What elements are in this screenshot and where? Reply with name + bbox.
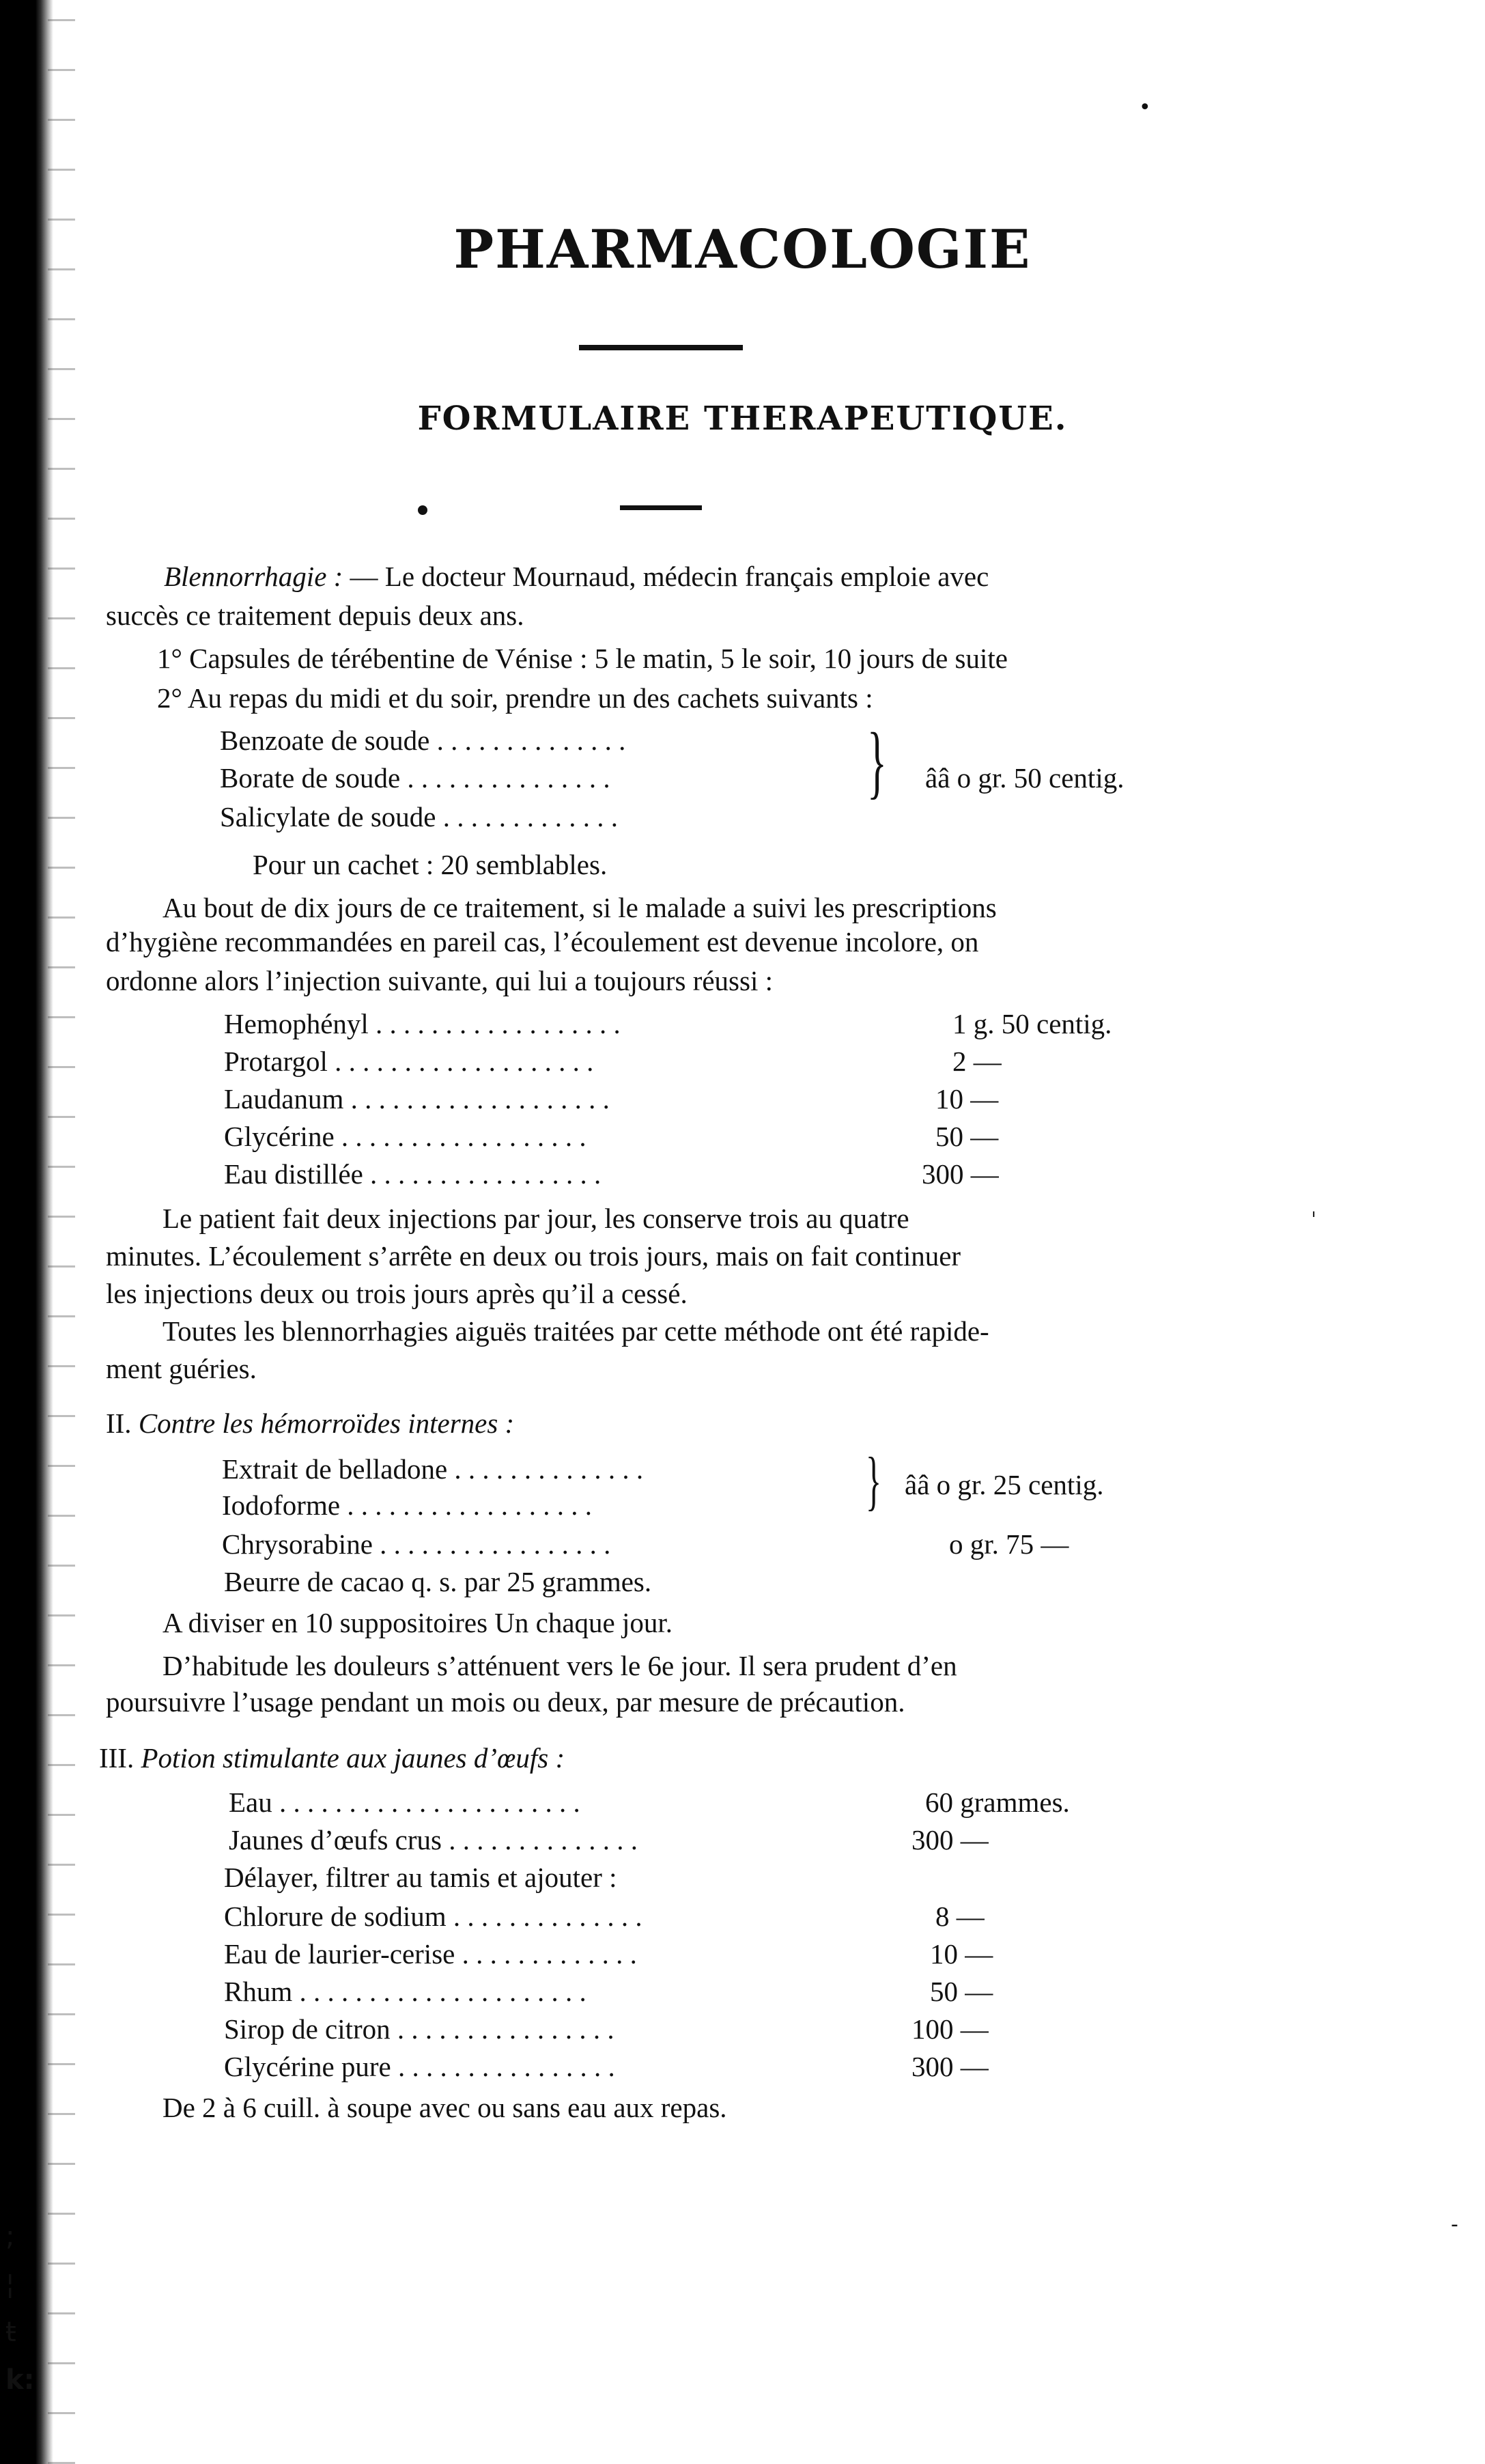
- delayer-line: Délayer, filtrer au tamis et ajouter :: [224, 1862, 617, 1893]
- potion-item: Eau . . . . . . . . . . . . . . . . . . . . . .: [229, 1787, 580, 1818]
- ornament-dot: [418, 505, 427, 515]
- title-rule: [579, 345, 743, 350]
- potion-qty: 300 —: [911, 1824, 989, 1856]
- potion-qty: 8 —: [935, 1901, 985, 1932]
- potion-item: Jaunes d’œufs crus . . . . . . . . . . . . . .: [229, 1824, 638, 1856]
- injection-qty: 1 g. 50 centig.: [952, 1008, 1112, 1039]
- injection-qty: 300 —: [922, 1158, 999, 1190]
- para2-line3: ordonne alors l’injection suivante, qui lui a toujours réussi :: [106, 965, 773, 996]
- page-title: PHARMACOLOGIE: [453, 219, 1032, 281]
- section1-line1: [164, 560, 989, 593]
- subtitle-rule: [620, 505, 702, 510]
- section2-para-line1: D’habitude les douleurs s’atténuent vers le 6e jour. Il sera prudent d’en: [162, 1650, 957, 1681]
- chrysorabine-item: Chrysorabine . . . . . . . . . . . . . . . . .: [222, 1528, 611, 1560]
- para2-line1: Au bout de dix jours de ce traitement, si le malade a suivi les prescriptions: [162, 892, 997, 923]
- section2-heading: Contre les hémorroïdes internes :: [138, 1408, 515, 1439]
- section2-number: II.: [106, 1408, 132, 1439]
- cachet-item: Borate de soude . . . . . . . . . . . . . . .: [220, 762, 610, 794]
- injection-qty: 2 —: [952, 1046, 1002, 1077]
- section1-line2: succès ce traitement depuis deux ans.: [106, 600, 524, 631]
- para4-line2: ment guéries.: [106, 1353, 257, 1384]
- potion-qty: 100 —: [911, 2013, 989, 2045]
- step-2: 2° Au repas du midi et du soir, prendre un des cachets suivants :: [157, 682, 873, 714]
- margin-marks: ; ¦ ŧ k:: [5, 2221, 35, 2396]
- injection-item: Laudanum . . . . . . . . . . . . . . . . . . .: [224, 1083, 610, 1115]
- para2-line2: d’hygiène recommandées en pareil cas, l’écoulement est devenue incolore, on: [106, 926, 979, 957]
- potion-item: Chlorure de sodium . . . . . . . . . . . . . .: [224, 1901, 642, 1932]
- para3-line1: Le patient fait deux injections par jour, les conserve trois au quatre: [162, 1203, 909, 1234]
- hemorroides-item: Iodoforme . . . . . . . . . . . . . . . . . .: [222, 1489, 593, 1521]
- para3-line3: les injections deux ou trois jours après qu’il a cessé.: [106, 1278, 688, 1309]
- cachet-item: Salicylate de soude . . . . . . . . . . . . .: [220, 801, 619, 832]
- injection-item: Glycérine . . . . . . . . . . . . . . . . . .: [224, 1121, 586, 1152]
- section1-intro: — Le docteur Mournaud, médecin français emploie avec: [343, 561, 989, 592]
- stray-mark: -: [1451, 2213, 1458, 2237]
- chrysorabine-qty: o gr. 75 —: [949, 1528, 1069, 1560]
- potion-item: Rhum . . . . . . . . . . . . . . . . . . . . .: [224, 1976, 586, 2007]
- hemorroides-item: Extrait de belladone . . . . . . . . . . . . . .: [222, 1453, 644, 1485]
- potion-qty: 60 grammes.: [925, 1787, 1070, 1818]
- stray-mark: ˈ: [1311, 1209, 1317, 1233]
- cachet-dose: ââ o gr. 50 centig.: [925, 762, 1125, 794]
- hemorroides-dose: ââ o gr. 25 centig.: [905, 1469, 1104, 1500]
- potion-qty: 10 —: [930, 1938, 993, 1970]
- injection-item: Hemophényl . . . . . . . . . . . . . . . . . .: [224, 1008, 621, 1039]
- section2-para-line2: poursuivre l’usage pendant un mois ou deux, par mesure de précaution.: [106, 1686, 905, 1718]
- spine-noise: [48, 0, 75, 2464]
- cachet-item: Benzoate de soude . . . . . . . . . . . . . .: [220, 725, 626, 756]
- section3-heading-line: [99, 1741, 565, 1774]
- brace: }: [866, 1444, 882, 1517]
- section1-heading: Blennorrhagie :: [164, 561, 343, 592]
- diviser-line: A diviser en 10 suppositoires Un chaque jour.: [162, 1607, 673, 1638]
- cachet-note: Pour un cachet : 20 semblables.: [253, 849, 608, 880]
- brace: }: [867, 716, 887, 807]
- para3-line2: minutes. L’écoulement s’arrête en deux ou trois jours, mais on fait continuer: [106, 1240, 961, 1272]
- potion-qty: 50 —: [930, 1976, 993, 2007]
- step-1: 1° Capsules de térébentine de Vénise : 5 le matin, 5 le soir, 10 jours de suite: [157, 643, 1008, 674]
- stray-mark: •: [1139, 96, 1151, 120]
- potion-item: Eau de laurier-cerise . . . . . . . . . . . . .: [224, 1938, 637, 1970]
- book-spine-shadow: [0, 0, 53, 2464]
- section2-heading-line: [106, 1407, 514, 1440]
- section3-heading: Potion stimulante aux jaunes d’œufs :: [141, 1742, 565, 1774]
- injection-item: Eau distillée . . . . . . . . . . . . . . . . .: [224, 1158, 602, 1190]
- potion-qty: 300 —: [911, 2051, 989, 2082]
- injection-qty: 50 —: [935, 1121, 999, 1152]
- beurre-line: Beurre de cacao q. s. par 25 grammes.: [224, 1566, 652, 1597]
- section3-number: III.: [99, 1742, 135, 1774]
- para4-line1: Toutes les blennorrhagies aiguës traitées par cette méthode ont été rapide-: [162, 1315, 989, 1347]
- page-subtitle: FORMULAIRE THERAPEUTIQUE.: [417, 400, 1068, 438]
- potion-item: Sirop de citron . . . . . . . . . . . . . . . .: [224, 2013, 614, 2045]
- injection-item: Protargol . . . . . . . . . . . . . . . . . . .: [224, 1046, 594, 1077]
- potion-item: Glycérine pure . . . . . . . . . . . . . . . .: [224, 2051, 615, 2082]
- dosage-line: De 2 à 6 cuill. à soupe avec ou sans eau aux repas.: [162, 2092, 727, 2123]
- injection-qty: 10 —: [935, 1083, 999, 1115]
